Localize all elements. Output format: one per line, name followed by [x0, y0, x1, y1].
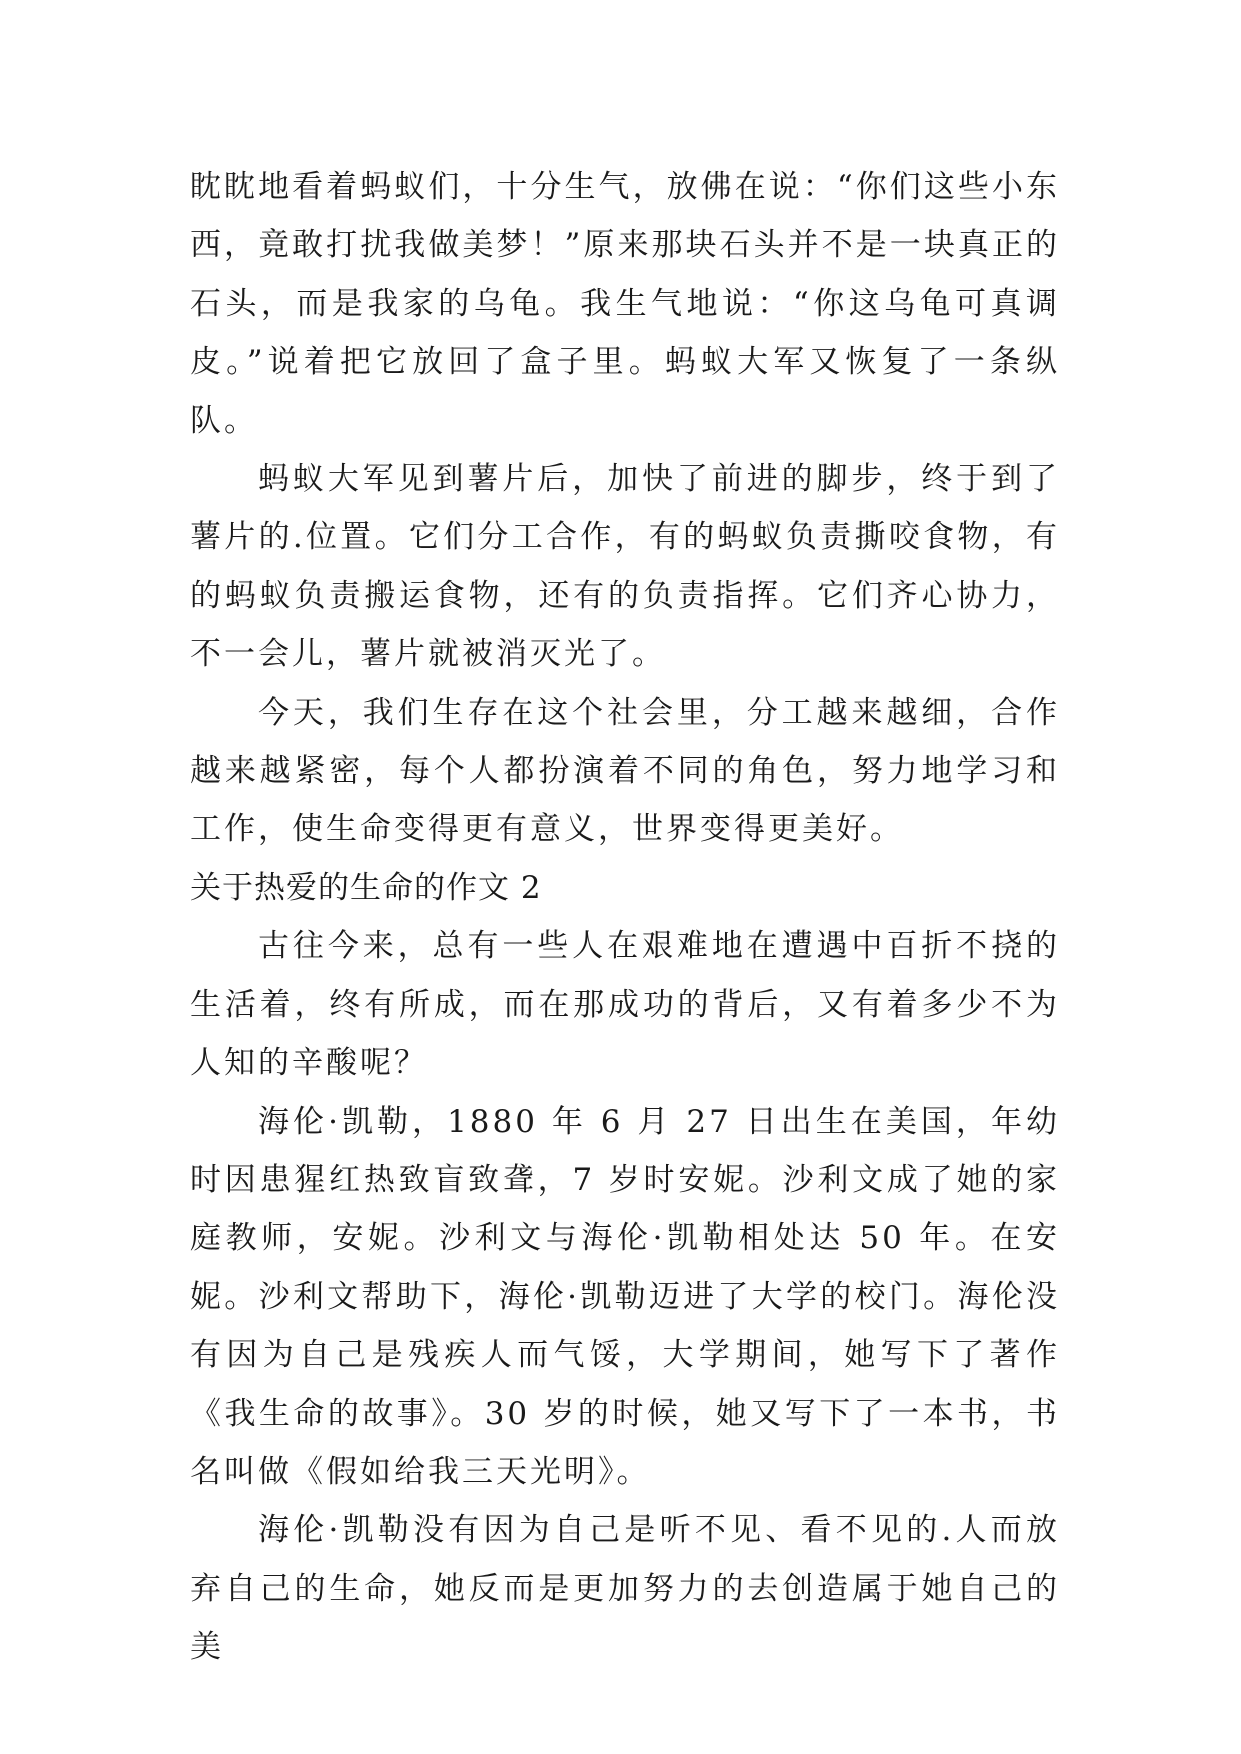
- paragraph-helen-keller: 海伦·凯勒，1880 年 6 月 27 日出生在美国，年幼时因患猩红热致盲致聋，7 岁时安妮。沙利文成了她的家庭教师，安妮。沙利文与海伦·凯勒相处达 50 年。在安妮。沙利文帮助下，海伦·凯勒迈进了大学的校门。海伦没有因为自己是残疾人而气馁，大学期间，她写下了著作《我生命的故事》。30 岁的时候，她又写下了一本书，书名叫做《假如给我三天光明》。: [190, 1103, 1060, 1490]
- paragraph-helen-keller-continued: 海伦·凯勒没有因为自己是听不见、看不见的.人而放弃自己的生命，她反而是更加努力的去创造属于她自己的美: [190, 1512, 1060, 1666]
- paragraph-intro: 古往今来，总有一些人在艰难地在遭遇中百折不挠的生活着，终有所成，而在那成功的背后，又有着多少不为人知的辛酸呢？: [190, 928, 1060, 1082]
- paragraph-society: 今天，我们生存在这个社会里，分工越来越细，合作越来越紧密，每个人都扮演着不同的角色，努力地学习和工作，使生命变得更有意义，世界变得更美好。: [190, 694, 1060, 848]
- document-body: [190, 158, 1060, 1677]
- paragraph-turtle: 眈眈地看着蚂蚁们，十分生气，放佛在说：“你们这些小东西，竟敢打扰我做美梦！”原来那块石头并不是一块真正的石头，而是我家的乌龟。我生气地说：“你这乌龟可真调皮。”说着把它放回了盒子里。蚂蚁大军又恢复了一条纵队。: [190, 169, 1060, 439]
- paragraph-ant-teamwork: 蚂蚁大军见到薯片后，加快了前进的脚步，终于到了薯片的.位置。它们分工合作，有的蚂蚁负责撕咬食物，有的蚂蚁负责搬运食物，还有的负责指挥。它们齐心协力，不一会儿，薯片就被消灭光了。: [190, 461, 1060, 673]
- section-heading: 关于热爱的生命的作文 2: [190, 869, 542, 906]
